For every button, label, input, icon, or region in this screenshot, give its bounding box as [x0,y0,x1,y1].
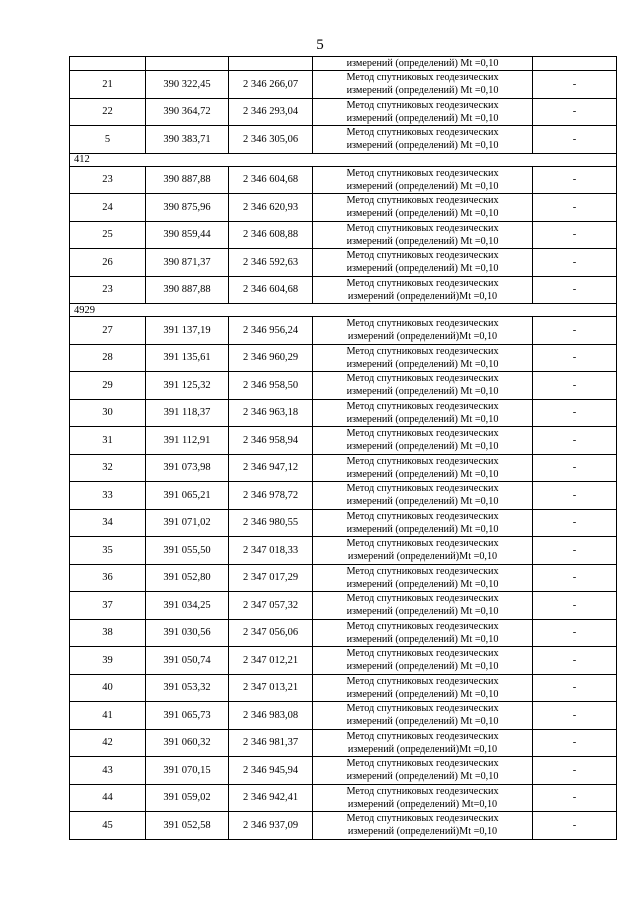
y-coordinate-cell: 2 346 981,37 [229,729,313,757]
point-number-cell: 42 [70,729,146,757]
x-coordinate-cell: 391 135,61 [146,344,229,372]
method-line-2: измерений (определений)Mt =0,10 [347,826,498,838]
point-number-cell: 32 [70,454,146,482]
x-coordinate-cell: 391 060,32 [146,729,229,757]
method-cell [313,619,533,647]
y-coordinate-cell: 2 346 945,94 [229,757,313,785]
note-cell: - [533,126,617,154]
table-row [70,564,617,592]
method-line-2: измерений (определений) Mt =0,10 [346,716,499,728]
method-line-1: Метод спутниковых геодезических [346,730,499,742]
y-coordinate-cell: 2 346 958,50 [229,372,313,400]
x-coordinate-cell: 391 112,91 [146,427,229,455]
x-coordinate-cell: 391 055,50 [146,537,229,565]
x-coordinate-cell: 391 070,15 [146,757,229,785]
table-row [70,647,617,675]
point-number-cell: 38 [70,619,146,647]
method-line-2: измерений (определений)Mt =0,10 [347,551,498,563]
x-coordinate-cell: 391 137,19 [146,317,229,345]
note-cell: - [533,221,617,249]
y-coordinate-cell: 2 346 958,94 [229,427,313,455]
method-line-1: Метод спутниковых геодезических [346,99,499,111]
method-cell [313,71,533,99]
x-coordinate-cell: 390 887,88 [146,166,229,194]
method-line-1: Метод спутниковых геодезических [346,593,499,605]
table-row [70,537,617,565]
method-line-2: измерений (определений) Mt =0,10 [346,85,499,97]
point-number-cell: 5 [70,126,146,154]
method-cell [313,249,533,277]
note-cell: - [533,619,617,647]
note-cell: - [533,166,617,194]
method-line-1: Метод спутниковых геодезических [346,620,499,632]
method-line-1: Метод спутниковых геодезических [346,455,499,467]
table-row [70,249,617,277]
y-coordinate-cell: 2 347 018,33 [229,537,313,565]
method-line-2: измерений (определений) Mt =0,10 [346,771,499,783]
point-number-cell: 37 [70,592,146,620]
method-line-2: измерений (определений) Mt =0,10 [346,633,499,645]
method-line-1: Метод спутниковых геодезических [346,758,499,770]
method-line-1: Метод спутниковых геодезических [346,277,499,289]
x-coordinate-cell: 391 059,02 [146,784,229,812]
method-line-1: Метод спутниковых геодезических [346,565,499,577]
note-cell: - [533,812,617,840]
note-cell: - [533,702,617,730]
table-row [70,372,617,400]
table-row [70,399,617,427]
table-row [70,344,617,372]
method-cell [313,221,533,249]
method-cell [313,537,533,565]
method-line-1: Метод спутниковых геодезических [346,538,499,550]
y-coordinate-cell: 2 346 937,09 [229,812,313,840]
y-coordinate-cell: 2 346 956,24 [229,317,313,345]
point-number-cell: 31 [70,427,146,455]
point-number-cell: 27 [70,317,146,345]
point-number-cell: 26 [70,249,146,277]
point-number-cell: 29 [70,372,146,400]
method-line-1: Метод спутниковых геодезических [346,72,499,84]
method-line-2: измерений (определений) Mt =0,10 [346,688,499,700]
y-coordinate-cell: 2 346 266,07 [229,71,313,99]
method-line-1: Метод спутниковых геодезических [346,318,499,330]
table-row [70,729,617,757]
method-line-1: Метод спутниковых геодезических [346,345,499,357]
note-cell: - [533,98,617,126]
y-coordinate-cell: 2 346 604,68 [229,166,313,194]
y-coordinate-cell: 2 346 942,41 [229,784,313,812]
y-coordinate-cell: 2 346 978,72 [229,482,313,510]
method-line-1: Метод спутниковых геодезических [346,648,499,660]
method-line-2: измерений (определений) Mt =0,10 [346,180,499,192]
point-number-cell: 23 [70,276,146,304]
x-coordinate-cell: 390 322,45 [146,71,229,99]
section-label-row [70,304,617,317]
method-line-2: измерений (определений)Mt =0,10 [347,290,498,302]
x-coordinate-cell: 391 053,32 [146,674,229,702]
y-coordinate-cell: 2 347 057,32 [229,592,313,620]
table-row [70,619,617,647]
point-number-cell: 35 [70,537,146,565]
point-number-cell: 39 [70,647,146,675]
method-cell [313,757,533,785]
note-cell: - [533,344,617,372]
note-cell: - [533,317,617,345]
point-number-cell: 41 [70,702,146,730]
table-row [70,221,617,249]
table-row [70,71,617,99]
table-row [70,812,617,840]
method-line-2: измерений (определений) Mt =0,10 [346,235,499,247]
method-cell [313,427,533,455]
table-row [70,702,617,730]
y-coordinate-cell: 2 346 592,63 [229,249,313,277]
x-coordinate-cell: 391 071,02 [146,509,229,537]
method-cell [313,482,533,510]
method-line-2: измерений (определений)Mt =0,10 [347,331,498,343]
point-number-cell: 40 [70,674,146,702]
point-number-cell: 22 [70,98,146,126]
note-cell: - [533,729,617,757]
note-cell: - [533,454,617,482]
method-line-1: Метод спутниковых геодезических [346,400,499,412]
point-number-cell: 30 [70,399,146,427]
method-line-1: Метод спутниковых геодезических [346,675,499,687]
y-coordinate-cell: 2 347 017,29 [229,564,313,592]
point-cell [70,57,146,71]
section-label-row [70,153,617,166]
note-cell: - [533,592,617,620]
method-cell: измерений (определений) Mt =0,10 [313,57,533,71]
method-line-1: Метод спутниковых геодезических [346,510,499,522]
x-coordinate-cell: 391 052,80 [146,564,229,592]
method-cell [313,592,533,620]
point-number-cell: 21 [70,71,146,99]
note-cell: - [533,71,617,99]
y-coordinate-cell: 2 347 056,06 [229,619,313,647]
note-cell: - [533,784,617,812]
method-cell [313,784,533,812]
x-coordinate-cell: 390 875,96 [146,194,229,222]
coordinates-table [69,56,617,840]
point-number-cell: 36 [70,564,146,592]
table-row [70,276,617,304]
method-cell [313,372,533,400]
table-row [70,98,617,126]
note-cell: - [533,509,617,537]
x-cell [146,57,229,71]
method-line-1: Метод спутниковых геодезических [346,127,499,139]
note-cell: - [533,537,617,565]
table-row [70,509,617,537]
page-number: 5 [316,37,324,53]
method-line-1: Метод спутниковых геодезических [346,167,499,179]
x-coordinate-cell: 391 030,56 [146,619,229,647]
note-cell: - [533,427,617,455]
y-coordinate-cell: 2 346 293,04 [229,98,313,126]
method-line-1: Метод спутниковых геодезических [346,195,499,207]
method-line-1: Метод спутниковых геодезических [346,373,499,385]
method-line-2: измерений (определений) Mt =0,10 [346,208,499,220]
table-row [70,427,617,455]
method-line-1: Метод спутниковых геодезических [346,813,499,825]
x-coordinate-cell: 391 073,98 [146,454,229,482]
table-row [70,317,617,345]
method-cell [313,399,533,427]
point-number-cell: 45 [70,812,146,840]
note-cell: - [533,564,617,592]
note-cell: - [533,647,617,675]
x-coordinate-cell: 390 859,44 [146,221,229,249]
method-line-1: Метод спутниковых геодезических [346,483,499,495]
y-coordinate-cell: 2 347 013,21 [229,674,313,702]
x-coordinate-cell: 391 050,74 [146,647,229,675]
method-line-1: Метод спутниковых геодезических [346,250,499,262]
point-number-cell: 44 [70,784,146,812]
section-label: 4929 [70,304,617,317]
note-cell: - [533,372,617,400]
x-coordinate-cell: 390 887,88 [146,276,229,304]
method-cell [313,812,533,840]
method-line-2: измерений (определений) Mt =0,10 [346,468,499,480]
y-coordinate-cell: 2 346 960,29 [229,344,313,372]
x-coordinate-cell: 390 364,72 [146,98,229,126]
method-line-2: измерений (определений) Mt =0,10 [346,112,499,124]
coordinates-table-body [70,57,617,840]
section-label: 412 [70,153,617,166]
method-line-2: измерений (определений) Mt =0,10 [346,263,499,275]
note-cell: - [533,674,617,702]
y-coordinate-cell: 2 347 012,21 [229,647,313,675]
note-cell [533,57,617,71]
point-number-cell: 25 [70,221,146,249]
method-cell [313,647,533,675]
method-line-2: измерений (определений) Mt =0,10 [346,413,499,425]
method-line-2: измерений (определений) Mt =0,10 [346,441,499,453]
table-row [70,166,617,194]
table-row [70,482,617,510]
point-number-cell: 28 [70,344,146,372]
table-row [70,454,617,482]
x-coordinate-cell: 390 383,71 [146,126,229,154]
y-coordinate-cell: 2 346 947,12 [229,454,313,482]
table-row [70,757,617,785]
x-coordinate-cell: 390 871,37 [146,249,229,277]
y-coordinate-cell: 2 346 305,06 [229,126,313,154]
method-line-2: измерений (определений) Mt =0,10 [346,661,499,673]
x-coordinate-cell: 391 118,37 [146,399,229,427]
note-cell: - [533,482,617,510]
method-cell [313,729,533,757]
method-line-2: измерений (определений) Mt =0,10 [346,496,499,508]
table-row [70,784,617,812]
method-line-1: Метод спутниковых геодезических [346,222,499,234]
table-row [70,126,617,154]
method-line-2: измерений (определений) Mt=0,10 [347,798,498,810]
method-cell [313,454,533,482]
method-line-2: измерений (определений) Mt =0,10 [346,606,499,618]
method-cell [313,674,533,702]
method-line-2: измерений (определений) Mt =0,10 [346,578,499,590]
method-cell [313,98,533,126]
method-line-1: Метод спутниковых геодезических [346,703,499,715]
table-row [70,194,617,222]
method-cell [313,564,533,592]
x-coordinate-cell: 391 065,73 [146,702,229,730]
method-cell [313,317,533,345]
note-cell: - [533,249,617,277]
method-line-2: измерений (определений) Mt =0,10 [346,358,499,370]
x-coordinate-cell: 391 034,25 [146,592,229,620]
y-coordinate-cell: 2 346 983,08 [229,702,313,730]
point-number-cell: 43 [70,757,146,785]
method-cell [313,509,533,537]
note-cell: - [533,276,617,304]
continuation-row [70,57,617,71]
x-coordinate-cell: 391 052,58 [146,812,229,840]
point-number-cell: 34 [70,509,146,537]
method-cell [313,194,533,222]
method-cell [313,344,533,372]
point-number-cell: 23 [70,166,146,194]
y-coordinate-cell: 2 346 980,55 [229,509,313,537]
y-coordinate-cell: 2 346 608,88 [229,221,313,249]
method-line-1: Метод спутниковых геодезических [346,428,499,440]
y-coordinate-cell: 2 346 963,18 [229,399,313,427]
method-line-2: измерений (определений)Mt =0,10 [347,743,498,755]
method-line-2: измерений (определений) Mt =0,10 [346,140,499,152]
method-line-1: Метод спутниковых геодезических [346,785,499,797]
table-row [70,674,617,702]
note-cell: - [533,399,617,427]
method-line-2: измерений (определений) Mt =0,10 [346,523,499,535]
method-cell [313,166,533,194]
note-cell: - [533,757,617,785]
x-coordinate-cell: 391 065,21 [146,482,229,510]
point-number-cell: 33 [70,482,146,510]
y-coordinate-cell: 2 346 604,68 [229,276,313,304]
method-line-2: измерений (определений) Mt =0,10 [346,386,499,398]
y-cell [229,57,313,71]
note-cell: - [533,194,617,222]
y-coordinate-cell: 2 346 620,93 [229,194,313,222]
method-cell [313,276,533,304]
x-coordinate-cell: 391 125,32 [146,372,229,400]
point-number-cell: 24 [70,194,146,222]
method-cell [313,126,533,154]
method-cell [313,702,533,730]
table-row [70,592,617,620]
